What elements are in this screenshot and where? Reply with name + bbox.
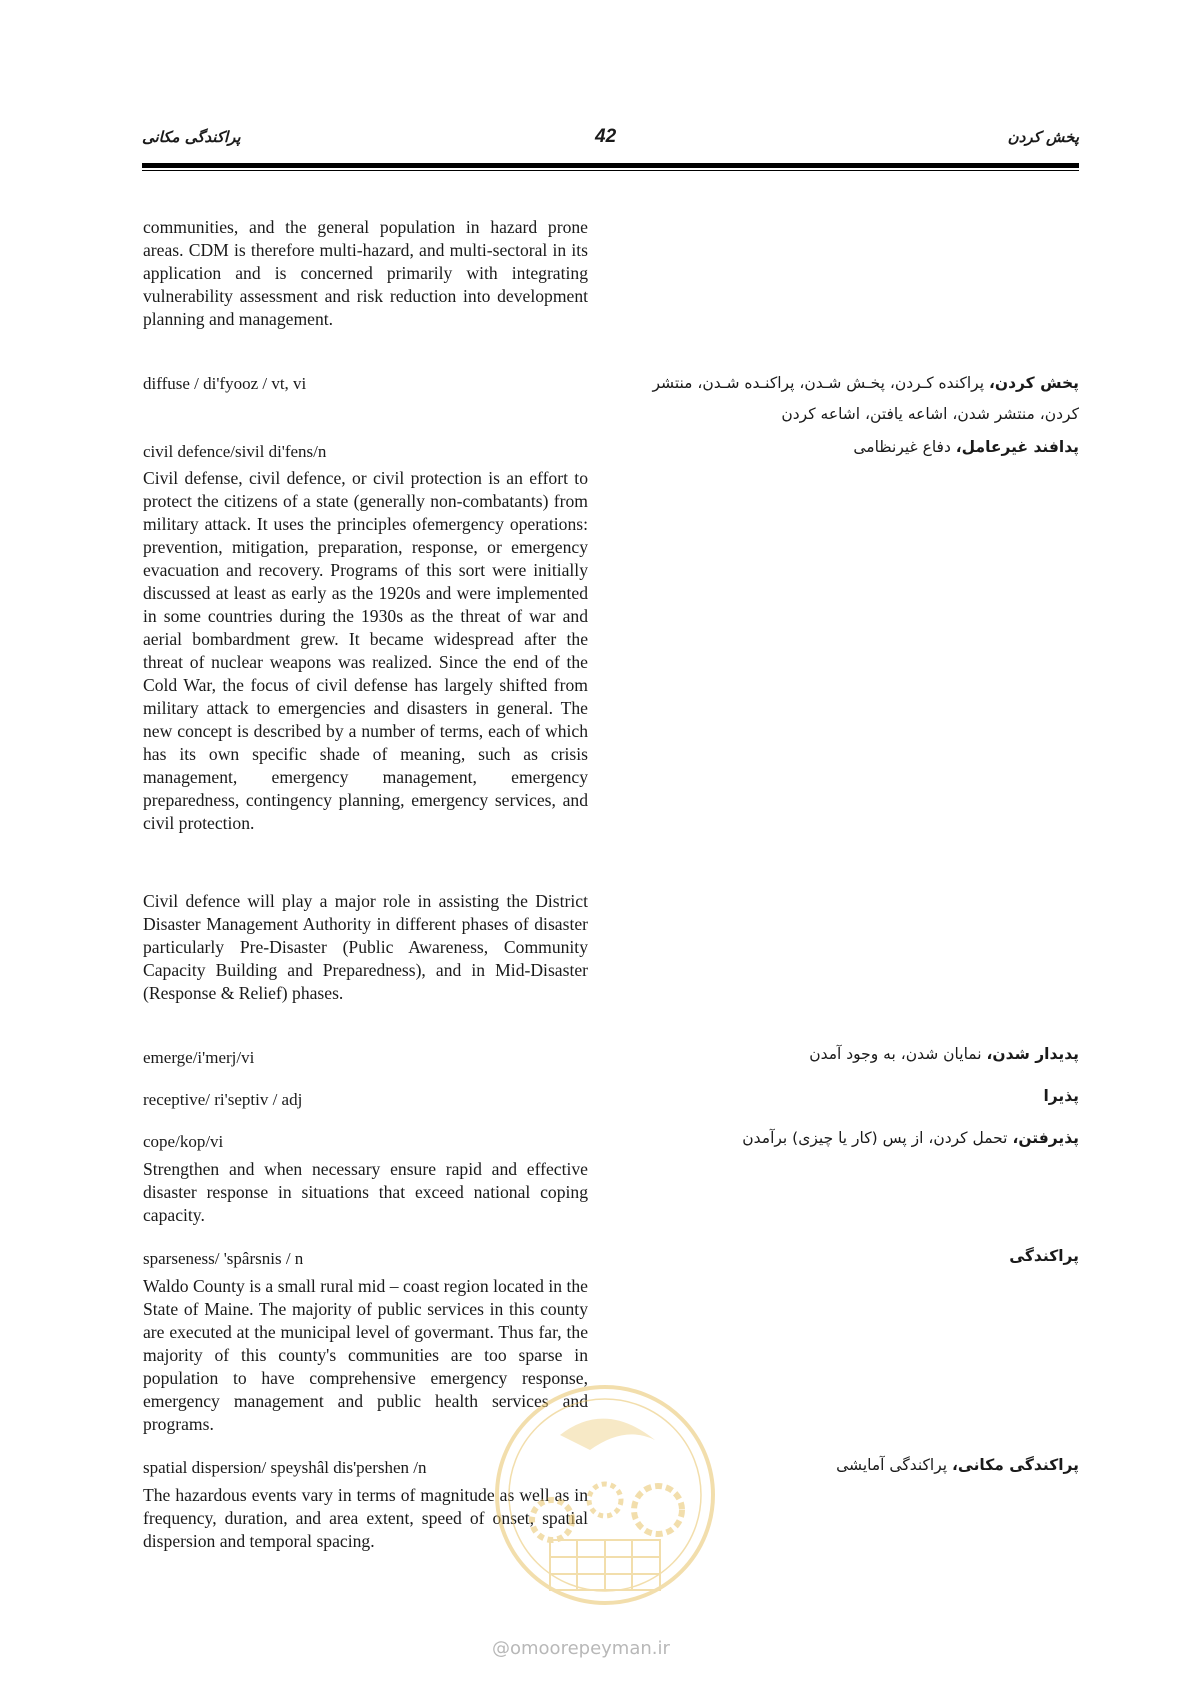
watermark-seal [490, 1380, 720, 1610]
fa-sparse-headword: پراکندگی [1009, 1247, 1079, 1265]
term-cope: cope/kop/vi [143, 1132, 224, 1151]
intro-paragraph: communities, and the general population in hazard prone areas. CDM is therefore multi-hazard, and multi-sectoral in its application and is concerned primarily with integrating vulnerability assessment and risk reduction into development planning and management. [143, 217, 588, 329]
fa-spatial-headword: پراکندگی مکانی، [952, 1456, 1079, 1474]
fa-entry-cope [609, 1123, 1079, 1154]
civil-defence-paragraph-2: Civil defence will play a major role in assisting the District Disaster Management Authority in different phases of disaster particularly Pre-Disaster (Public Awareness, Community Capacity Building and Preparedness), and in Mid-Disaster (Response & Relief) phases. [143, 891, 588, 1003]
cope-paragraph: Strengthen and when necessary ensure rapid and effective disaster response in situations that exceed national coping capacity. [143, 1159, 588, 1225]
civil-defence-paragraph-1: Civil defense, civil defence, or civil protection is an effort to protect the citizens of a state (generally non-combatants) from military attack. It uses the principles ofemergency operations: prevention, mitigation, preparation, response, or emergency evacuation and recovery. Programs of this sort were initially discussed at least as early as the 1920s and were implemented in some countries during the 1930s as the threat of war and aerial bombardment grew. It became widespread after the threat of nuclear weapons was realized. Since the end of the Cold War, the focus of civil defense has largely shifted from military attack to emergencies and disasters in general. The new concept is described by a number of terms, each of which has its own specific shade of meaning, such as crisis management, emergency management, emergency preparedness, contingency planning, emergency services, and civil protection. [143, 468, 588, 833]
fa-entry-sparseness [609, 1241, 1079, 1272]
fa-entry-civil-defence [609, 432, 1079, 463]
fa-emerge-headword: پدیدار شدن، [986, 1045, 1079, 1063]
fa-civil-definition: دفاع غیرنظامی [853, 438, 956, 456]
fa-cope-definition: تحمل کردن، از پس (کار یا چیزی) برآمدن [742, 1129, 1013, 1147]
spatial-dispersion-paragraph: The hazardous events vary in terms of magnitude as well as in frequency, duration, and area extent, speed of onset, spatial dispersion and temporal spacing. [143, 1485, 588, 1551]
fa-diffuse-headword: پخش کردن، [988, 374, 1079, 392]
fa-entry-emerge [609, 1039, 1079, 1070]
fa-entry-diffuse [609, 368, 1079, 430]
term-emerge: emerge/i'merj/vi [143, 1048, 255, 1067]
term-diffuse: diffuse / di'fyooz / vt, vi [143, 374, 307, 393]
footer-website-url: @omoorepeyman.ir [492, 1638, 670, 1659]
term-receptive: receptive/ ri'septiv / adj [143, 1090, 303, 1109]
header-section-title: پراکندگی مکانی [142, 128, 241, 146]
fa-diffuse-definition: پراکنده کـردن، پخـش شـدن، پراکنـده شـدن، منتشر کردن، منتشر شدن، اشاعه یافتن، اشاعه کردن [652, 374, 1079, 423]
term-civil-defence: civil defence/sivil di'fens/n [143, 442, 327, 461]
fa-emerge-definition: نمایان شدن، به وجود آمدن [809, 1045, 987, 1063]
term-spatial-dispersion: spatial dispersion/ speyshâl dis'pershen /n [143, 1458, 427, 1477]
fa-entry-receptive [609, 1081, 1079, 1112]
term-sparseness: sparseness/ 'spârsnis / n [143, 1249, 304, 1268]
fa-spatial-definition: پراکندگی آمایشی [836, 1456, 953, 1474]
page-number: 42 [595, 126, 617, 147]
header-rule-thin [142, 170, 1079, 171]
fa-cope-headword: پذیرفتن، [1012, 1129, 1079, 1147]
sparseness-paragraph: Waldo County is a small rural mid – coast region located in the State of Maine. The majority of public services in this county are executed at the municipal level of govermant. Thus far, the majority of this county's communities are too sparse in population to have comprehensive emergency response, emergency management and public health services and programs. [143, 1276, 588, 1434]
header-rule-thick [142, 163, 1079, 168]
header-entry-title: پخش کردن [1007, 128, 1079, 146]
fa-receptive-headword: پذیرا [1043, 1087, 1079, 1105]
fa-civil-headword: پدافند غیرعامل، [955, 438, 1079, 456]
